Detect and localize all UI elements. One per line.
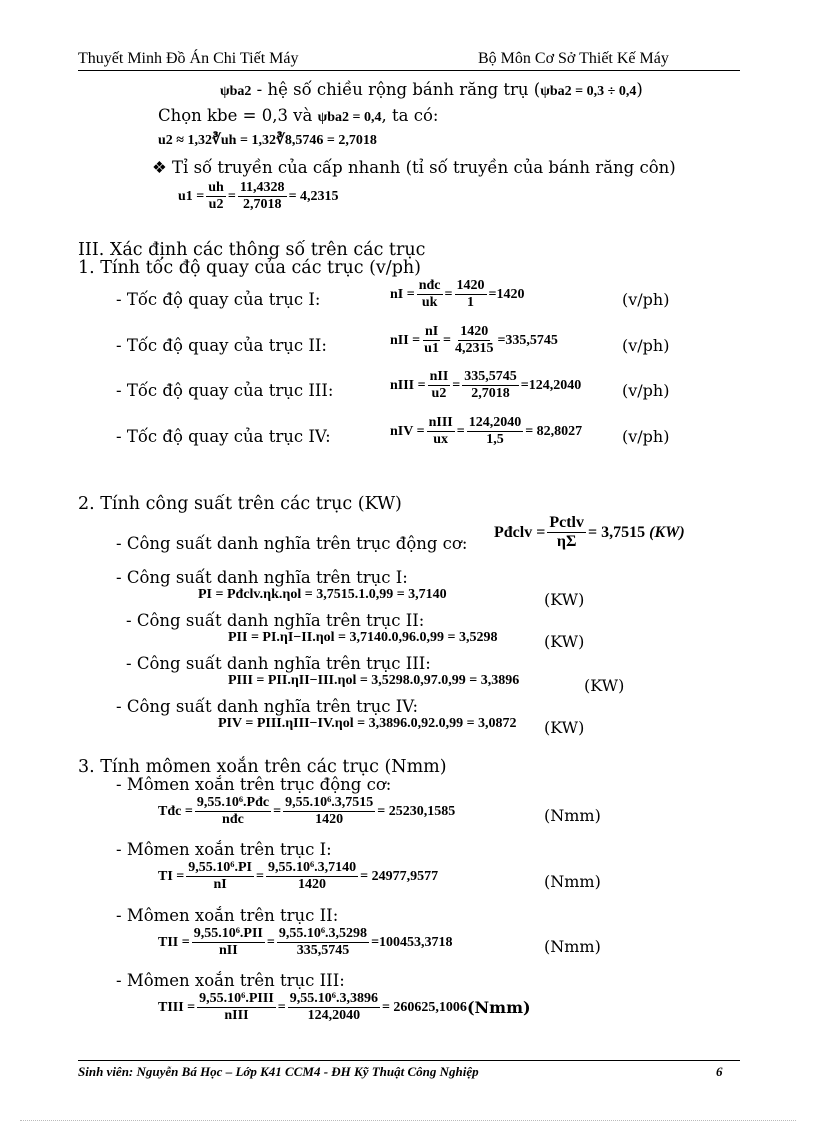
u2-formula: u2 ≈ 1,32∛uh = 1,32∛8,5746 = 2,7018 <box>158 133 377 148</box>
u1-formula <box>178 180 339 213</box>
frac-den-value: 124,2040 <box>307 1008 361 1024</box>
footer-rule <box>78 1060 740 1061</box>
formula-lhs: nIII = <box>390 377 426 393</box>
frac-num-value: 335,5745 <box>462 369 519 386</box>
frac-num: 9,55.10⁶.PI <box>186 860 254 877</box>
header-right-title: Bộ Môn Cơ Sở Thiết Kế Máy <box>478 50 669 67</box>
torque-unit: (Nmm) <box>544 806 601 825</box>
frac-den: u1 <box>424 341 439 357</box>
psi-description: - hệ số chiều rộng bánh răng trụ ( <box>251 80 541 99</box>
frac-den: nII <box>218 943 238 959</box>
u1-equals: = <box>227 188 236 204</box>
torque-formula: Tđc = $\frac{\text{9,55.10⁶.Pđc}}{\text{nđc}}$ = $\frac{\text{9,55.10⁶.3,7515}}{1420}$ = 25230,1585 <box>158 795 456 828</box>
torque-unit: (Nmm) <box>466 998 531 1018</box>
speed-title: 1. Tính tốc độ quay của các trục (v/ph) <box>78 258 422 278</box>
frac-num: 9,55.10⁶.Pđc <box>195 795 271 812</box>
frac-den: ux <box>433 432 449 448</box>
frac-den: uk <box>421 295 438 311</box>
bullet-icon: ❖ <box>152 158 167 177</box>
speed-unit: (v/ph) <box>622 290 670 309</box>
speed-formula: nIV = $\frac{\text{nIII}}{ux}$ = $\frac{124,2040}{1,5}$ = 82,8027 <box>390 415 583 448</box>
power-formula: PIV = PIII.ηIII−IV.ηol = 3,3896.0,92.0,99 = 3,0872 <box>218 716 517 731</box>
choose-psi: ψba2 = 0,4 <box>317 110 382 125</box>
power-unit: (KW) <box>544 632 585 651</box>
frac-den-value: 1,5 <box>486 432 504 448</box>
frac-num: nIII <box>427 415 455 432</box>
page-edge-dots <box>20 1120 796 1121</box>
frac-num-value: 1420 <box>458 324 490 341</box>
frac-num: nđc <box>417 278 443 295</box>
power-formula: PII = PI.ηI−II.ηol = 3,7140.0,96.0,99 = 3,5298 <box>228 630 498 645</box>
fast-ratio-line <box>152 158 676 177</box>
frac-den-value: 4,2315 <box>454 341 494 357</box>
speed-unit: (v/ph) <box>622 427 670 446</box>
formula-result: = 3,7515 <box>588 523 646 541</box>
u1-denominator-value: 2,7018 <box>242 197 282 213</box>
frac-den: nIII <box>224 1008 249 1024</box>
formula-result: = 24977,9577 <box>360 868 439 884</box>
frac-num-value: 9,55.10⁶.3,5298 <box>277 926 369 943</box>
header-rule <box>78 70 740 71</box>
frac-num-value: 124,2040 <box>467 415 524 432</box>
speed-formula: nI = $\frac{\text{nđc}}{uk}$ = $\frac{1420}{1}$ =1420 <box>390 278 525 311</box>
frac-num: Pctlv <box>547 514 586 533</box>
frac-num: nI <box>423 324 440 341</box>
power-motor-formula <box>494 514 685 552</box>
fast-ratio-text: Tỉ số truyền của cấp nhanh (tỉ số truyền của bánh răng côn) <box>172 158 676 177</box>
formula-lhs: TIII = <box>158 999 196 1015</box>
frac-den: nđc <box>222 812 244 828</box>
power-title: 2. Tính công suất trên các trục (KW) <box>78 494 402 514</box>
formula-result: =124,2040 <box>520 377 582 393</box>
frac-den-value: 1 <box>467 295 474 311</box>
torque-label: - Mômen xoắn trên trục II: <box>116 906 339 925</box>
frac-den: u2 <box>431 386 447 402</box>
power-label: - Công suất danh nghĩa trên trục I: <box>116 568 408 587</box>
footer-page-number: 6 <box>716 1064 723 1079</box>
torque-title: 3. Tính mômen xoắn trên các trục (Nmm) <box>78 757 447 777</box>
frac-num: 9,55.10⁶.PIII <box>197 991 276 1008</box>
u1-denominator: u2 <box>208 197 224 213</box>
speed-label: - Tốc độ quay của trục II: <box>116 336 327 355</box>
section-3-title: III. Xác định các thông số trên các trục <box>78 240 426 260</box>
torque-label: - Mômen xoắn trên trục I: <box>116 840 332 859</box>
frac-num: nII <box>428 369 451 386</box>
speed-label: - Tốc độ quay của trục I: <box>116 290 321 309</box>
formula-lhs: TI = <box>158 868 185 884</box>
speed-formula: nIII = $\frac{\text{nII}}{u2}$ = $\frac{335,5745}{2,7018}$ =124,2040 <box>390 369 582 402</box>
torque-label: - Mômen xoắn trên trục III: <box>116 971 345 990</box>
frac-num: 9,55.10⁶.PII <box>192 926 265 943</box>
torque-label: - Mômen xoắn trên trục động cơ: <box>116 775 392 794</box>
power-motor-label: - Công suất danh nghĩa trên trục động cơ: <box>116 534 468 553</box>
u1-lhs: u1 = <box>178 188 205 204</box>
u1-numerator: uh <box>206 180 226 197</box>
speed-label: - Tốc độ quay của trục III: <box>116 381 334 400</box>
frac-num-value: 9,55.10⁶.3,3896 <box>288 991 380 1008</box>
frac-den-value: 1420 <box>315 812 344 828</box>
power-unit: (KW) <box>544 590 585 609</box>
torque-unit: (Nmm) <box>544 937 601 956</box>
power-label: - Công suất danh nghĩa trên trục IV: <box>116 697 419 716</box>
formula-result: = 82,8027 <box>525 423 583 439</box>
power-unit: (KW) <box>544 718 585 737</box>
frac-den: ηΣ <box>556 533 577 551</box>
speed-unit: (v/ph) <box>622 381 670 400</box>
psi-range: ψba2 = 0,3 ÷ 0,4 <box>540 84 637 99</box>
u1-result: = 4,2315 <box>288 188 339 204</box>
speed-unit: (v/ph) <box>622 336 670 355</box>
frac-den: nI <box>213 877 227 893</box>
frac-num-value: 9,55.10⁶.3,7140 <box>266 860 358 877</box>
frac-num-value: 9,55.10⁶.3,7515 <box>283 795 375 812</box>
formula-unit: (KW) <box>649 523 685 541</box>
speed-label: - Tốc độ quay của trục IV: <box>116 427 331 446</box>
formula-result: =335,5745 <box>497 332 558 348</box>
power-formula: PI = Pđclv.ηk.ηol = 3,7515.1.0,99 = 3,7140 <box>198 587 447 602</box>
formula-result: = 260625,1006 <box>381 999 467 1015</box>
formula-lhs: nI = <box>390 286 415 302</box>
formula-result: =100453,3718 <box>371 934 453 950</box>
formula-result: =1420 <box>488 286 525 302</box>
choose-line <box>158 106 438 126</box>
power-formula: PIII = PII.ηII−III.ηol = 3,5298.0,97.0,99 = 3,3896 <box>228 673 520 688</box>
torque-unit: (Nmm) <box>544 872 601 891</box>
formula-lhs: TII = <box>158 934 190 950</box>
psi-symbol: ψba2 <box>220 84 252 99</box>
frac-den-value: 1420 <box>298 877 327 893</box>
power-label: - Công suất danh nghĩa trên trục III: <box>126 654 431 673</box>
formula-lhs: nIV = <box>390 423 425 439</box>
choose-text-a: Chọn kbe = 0,3 và <box>158 106 318 125</box>
formula-lhs: nII = <box>390 332 421 348</box>
u1-numerator-value: 11,4328 <box>238 180 287 197</box>
psi-line <box>220 80 643 100</box>
formula-lhs: Pđclv = <box>494 523 546 541</box>
frac-den-value: 335,5745 <box>296 943 350 959</box>
formula-result: = 25230,1585 <box>377 803 456 819</box>
choose-text-c: , ta có: <box>381 106 439 125</box>
power-label: - Công suất danh nghĩa trên trục II: <box>126 611 425 630</box>
power-unit: (KW) <box>584 676 625 695</box>
frac-den-value: 2,7018 <box>471 386 510 402</box>
psi-close: ) <box>636 80 643 99</box>
torque-formula: TIII = $\frac{\text{9,55.10⁶.PIII}}{\text{nIII}}$ = $\frac{\text{9,55.10⁶.3,3896}}{124,2040}$ = 260625,1006 (Nmm) <box>158 991 531 1024</box>
footer-student: Sinh viên: Nguyễn Bá Học – Lớp K41 CCM4 - ĐH Kỹ Thuật Công Nghiệp <box>78 1064 479 1079</box>
torque-formula: TI = $\frac{\text{9,55.10⁶.PI}}{nI}$ = $\frac{\text{9,55.10⁶.3,7140}}{1420}$ = 24977,9577 <box>158 860 439 893</box>
torque-formula: TII = $\frac{\text{9,55.10⁶.PII}}{\text{nII}}$ = $\frac{\text{9,55.10⁶.3,5298}}{335,5745}$ =100453,3718 <box>158 926 453 959</box>
speed-formula: nII = $\frac{nI}{u1}$ = $\frac{1420}{4,2315}$ =335,5745 <box>390 324 558 357</box>
header-left-title: Thuyết Minh Đồ Án Chi Tiết Máy <box>78 50 299 67</box>
formula-lhs: Tđc = <box>158 803 193 819</box>
frac-num-value: 1420 <box>455 278 487 295</box>
